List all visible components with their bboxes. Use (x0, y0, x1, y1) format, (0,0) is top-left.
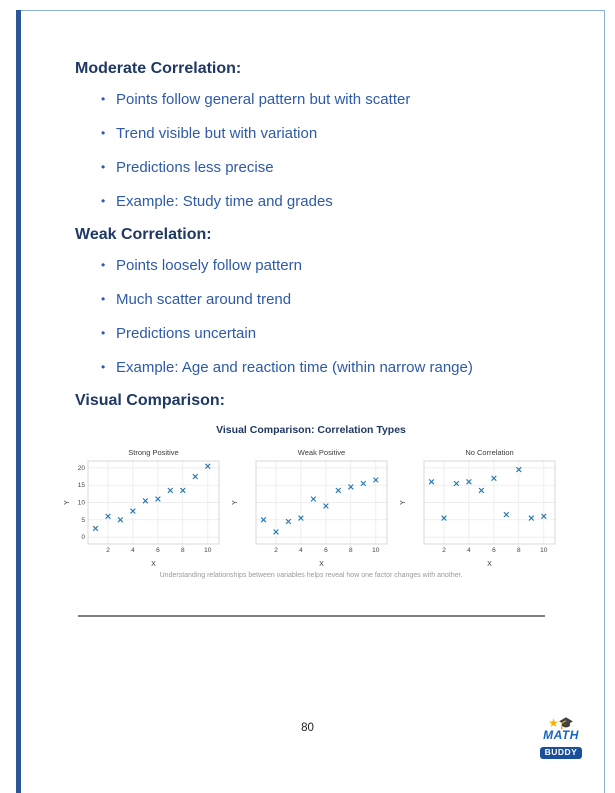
svg-text:X: X (319, 561, 324, 568)
bullet-dot (101, 158, 116, 177)
svg-text:5: 5 (81, 516, 85, 524)
svg-text:X: X (151, 561, 156, 568)
bullet-text: Points follow general pattern but with scatter (116, 91, 411, 108)
svg-text:0: 0 (81, 534, 85, 542)
svg-text:2: 2 (442, 547, 446, 554)
list-item (101, 158, 547, 177)
bullet-text: Trend visible but with variation (116, 125, 318, 142)
svg-text:4: 4 (467, 547, 471, 554)
svg-text:8: 8 (348, 547, 353, 554)
bullet-text: Points loosely follow pattern (116, 257, 302, 274)
section-divider (78, 615, 545, 617)
bullet-dot (101, 192, 116, 211)
list-item (101, 290, 547, 309)
svg-text:15: 15 (77, 482, 85, 490)
bullet-dot (101, 358, 116, 377)
bullet-text: Much scatter around trend (116, 291, 292, 308)
section-heading: Weak Correlation: (75, 226, 212, 243)
scatter-plot-strong-positive (62, 446, 224, 570)
svg-text:20: 20 (77, 464, 85, 472)
figure-caption: Understanding relationships between variables helps reveal how one factor changes with another. (159, 572, 463, 579)
bullet-list (75, 90, 547, 211)
list-item (101, 256, 547, 275)
svg-text:Weak Positive: Weak Positive (297, 448, 346, 457)
charts-row (64, 446, 548, 570)
svg-text:10: 10 (540, 547, 548, 554)
logo-math-text: MATH (543, 728, 579, 742)
svg-text:2: 2 (274, 547, 278, 554)
bullet-dot (101, 90, 116, 109)
svg-text:Y: Y (64, 500, 71, 505)
bullet-text: Predictions uncertain (116, 325, 257, 342)
bullet-list (75, 256, 547, 377)
bullet-dot (101, 256, 116, 275)
list-item (101, 90, 547, 109)
svg-text:X: X (487, 561, 492, 568)
svg-text:Y: Y (232, 500, 239, 505)
star-icon: ★ (548, 716, 559, 730)
svg-text:4: 4 (299, 547, 303, 554)
section-heading: Moderate Correlation: (75, 60, 242, 77)
bullet-text: Predictions less precise (116, 159, 274, 176)
svg-text:6: 6 (156, 547, 160, 554)
svg-text:10: 10 (204, 547, 212, 554)
page-content (64, 60, 548, 617)
list-item (101, 358, 547, 377)
list-item (101, 192, 547, 211)
section-heading: Visual Comparison: (75, 392, 225, 409)
list-item (101, 324, 547, 343)
figure-title: Visual Comparison: Correlation Types (216, 424, 406, 436)
page-number: 80 (301, 722, 314, 734)
left-accent-bar (16, 10, 21, 793)
section-visual-comparison (75, 392, 547, 410)
graduation-cap-icon: 🎓 (558, 716, 574, 730)
svg-text:Strong Positive: Strong Positive (128, 448, 179, 457)
bullet-dot (101, 290, 116, 309)
bullet-text: Example: Study time and grades (116, 193, 333, 210)
scatter-plot-no-correlation (398, 446, 560, 570)
bullet-text: Example: Age and reaction time (within narrow range) (116, 359, 473, 376)
svg-text:6: 6 (492, 547, 496, 554)
svg-text:4: 4 (131, 547, 135, 554)
svg-text:8: 8 (180, 547, 185, 554)
bullet-dot (101, 324, 116, 343)
bullet-dot (101, 124, 116, 143)
section-moderate-correlation (75, 60, 547, 211)
svg-text:6: 6 (324, 547, 328, 554)
section-weak-correlation (75, 226, 547, 377)
list-item (101, 124, 547, 143)
logo-buddy-text: BUDDY (540, 747, 583, 758)
math-buddy-logo (529, 717, 593, 760)
scatter-plot-weak-positive (230, 446, 392, 570)
correlation-figure (64, 424, 548, 579)
svg-text:10: 10 (372, 547, 380, 554)
svg-text:8: 8 (516, 547, 521, 554)
svg-text:2: 2 (106, 547, 110, 554)
svg-text:No Correlation: No Correlation (465, 448, 514, 457)
svg-text:10: 10 (77, 499, 85, 507)
svg-text:Y: Y (400, 500, 407, 505)
